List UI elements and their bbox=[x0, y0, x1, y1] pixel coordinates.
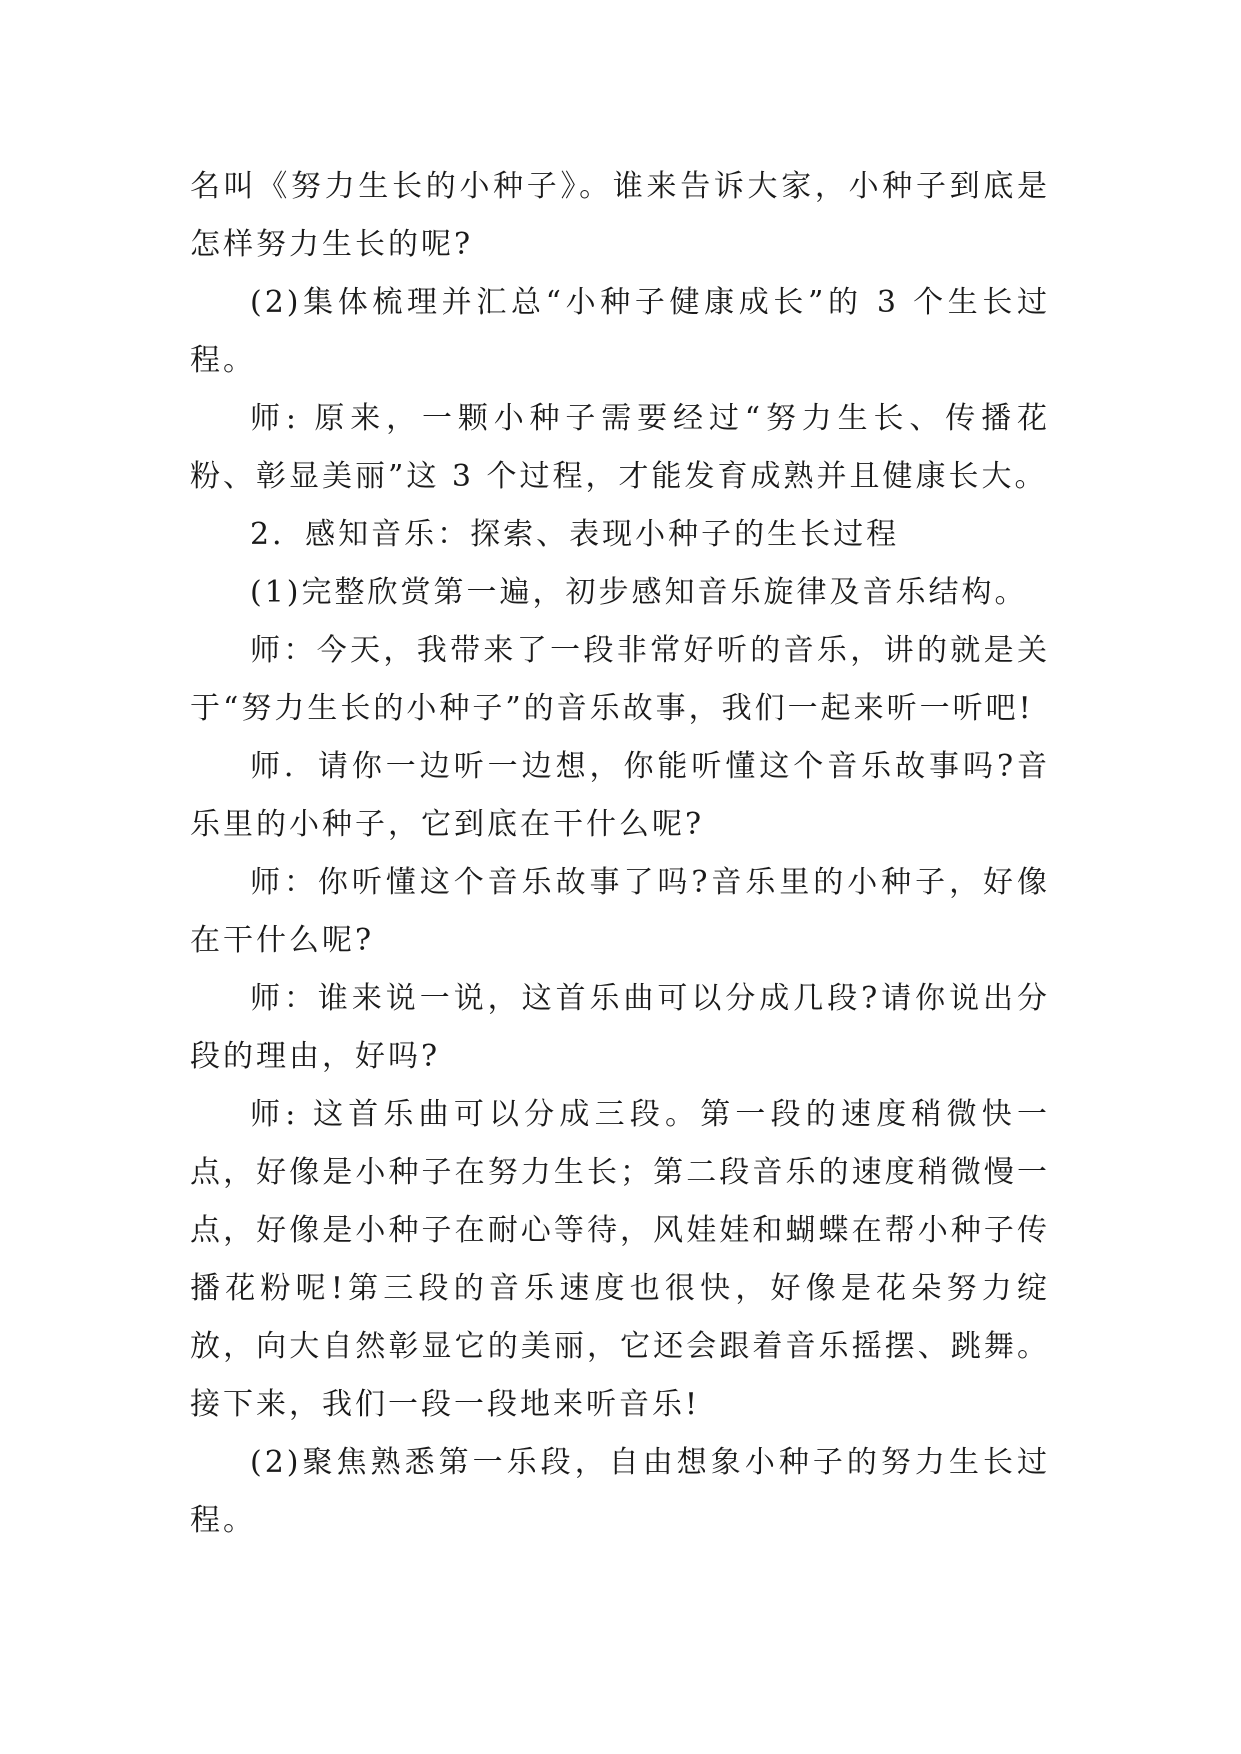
document-body bbox=[190, 158, 1050, 1550]
paragraph-teacher-intro: 师：今天，我带来了一段非常好听的音乐，讲的就是关于“努力生长的小种子”的音乐故事，我们一起来听一听吧! bbox=[190, 633, 1050, 726]
paragraph-step-2-focus: (2)聚焦熟悉第一乐段，自由想象小种子的努力生长过程。 bbox=[190, 1445, 1050, 1538]
paragraph-step-2-summary: (2)集体梳理并汇总“小种子健康成长”的 3 个生长过程。 bbox=[190, 285, 1050, 378]
paragraph-teacher-explanation: 师: 原来，一颗小种子需要经过“努力生长、传播花粉、彰显美丽”这 3 个过程，才能发育成熟并且健康长大。 bbox=[190, 401, 1050, 494]
paragraph-continuation: 名叫《努力生长的小种子》。谁来告诉大家，小种子到底是怎样努力生长的呢? bbox=[190, 169, 1050, 262]
paragraph-teacher-question-1: 师．请你一边听一边想，你能听懂这个音乐故事吗?音乐里的小种子，它到底在干什么呢? bbox=[190, 749, 1050, 842]
section-heading-music-perception: 2．感知音乐：探索、表现小种子的生长过程 bbox=[250, 517, 900, 552]
paragraph-step-1-listen: (1)完整欣赏第一遍，初步感知音乐旋律及音乐结构。 bbox=[250, 575, 1028, 610]
paragraph-teacher-question-2: 师：你听懂这个音乐故事了吗?音乐里的小种子，好像在干什么呢? bbox=[190, 865, 1050, 958]
paragraph-teacher-question-3: 师：谁来说一说，这首乐曲可以分成几段?请你说出分段的理由，好吗? bbox=[190, 981, 1050, 1074]
paragraph-teacher-segments: 师: 这首乐曲可以分成三段。第一段的速度稍微快一点，好像是小种子在努力生长；第二段音乐的速度稍微慢一点，好像是小种子在耐心等待，风娃娃和蝴蝶在帮小种子传播花粉呢!第三段的音乐速度也很快，好像是花朵努力绽放，向大自然彰显它的美丽，它还会跟着音乐摇摆、跳舞。接下来，我们一段一段地来听音乐! bbox=[190, 1097, 1050, 1422]
